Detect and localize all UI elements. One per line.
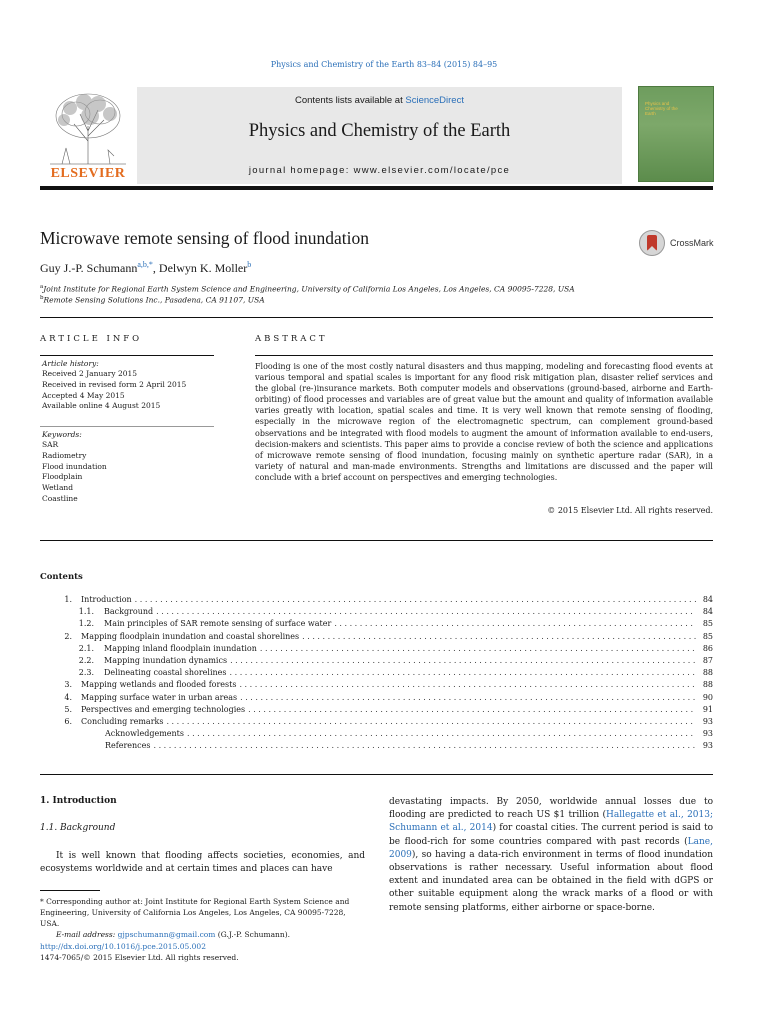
abstract-heading: ABSTRACT bbox=[255, 334, 328, 344]
toc-label[interactable]: Delineating coastal shorelines bbox=[104, 668, 227, 678]
toc-label[interactable]: Acknowledgements bbox=[105, 729, 184, 739]
history-item: Received 2 January 2015 bbox=[42, 369, 138, 378]
journal-citation[interactable]: Physics and Chemistry of the Earth 83–84 (2015) 84–95 bbox=[270, 60, 498, 69]
affiliation-a-text: Joint Institute for Regional Earth System Science and Engineering, University of California Los Angeles, Los Angeles, CA 90095-7228, USA bbox=[43, 284, 575, 294]
keyword: Wetland bbox=[42, 483, 74, 493]
divider bbox=[40, 774, 713, 775]
doi-link[interactable]: http://dx.doi.org/10.1016/j.pce.2015.05.002 bbox=[40, 942, 206, 951]
contents-prefix: Contents lists available at bbox=[295, 95, 406, 106]
toc-leader-dots bbox=[302, 631, 696, 643]
toc-number: 2.1. bbox=[78, 643, 94, 653]
divider bbox=[40, 317, 713, 318]
keywords-list bbox=[42, 440, 107, 505]
toc-row[interactable] bbox=[40, 655, 713, 667]
toc-number: 2.2. bbox=[78, 655, 94, 665]
toc-number: 1.2. bbox=[78, 619, 94, 629]
history-item: Available online 4 August 2015 bbox=[42, 401, 161, 411]
divider bbox=[255, 355, 713, 356]
toc-page-number[interactable]: 85 bbox=[702, 631, 713, 641]
footnote-text bbox=[40, 896, 365, 929]
sciencedirect-link[interactable]: ScienceDirect bbox=[405, 95, 464, 106]
footnote-marker: * bbox=[40, 897, 44, 906]
cover-title: Physics and Chemistry of the Earth bbox=[645, 101, 678, 116]
article-title: Microwave remote sensing of flood inundation bbox=[40, 228, 370, 248]
contents-heading: Contents bbox=[40, 572, 83, 582]
header-divider bbox=[40, 186, 713, 190]
toc-label[interactable]: Main principles of SAR remote sensing of surface water bbox=[104, 619, 332, 629]
keyword: Coastline bbox=[42, 493, 78, 503]
toc-leader-dots bbox=[239, 679, 696, 691]
toc-leader-dots bbox=[156, 606, 696, 618]
toc-label[interactable]: Mapping inland floodplain inundation bbox=[104, 643, 257, 653]
divider bbox=[40, 426, 214, 427]
toc-label[interactable]: References bbox=[105, 741, 151, 751]
toc-leader-dots bbox=[153, 740, 696, 752]
author-2-affil[interactable]: b bbox=[247, 260, 252, 269]
journal-homepage[interactable]: journal homepage: www.elsevier.com/locate/pce bbox=[248, 165, 511, 176]
history-label: Article history: bbox=[42, 359, 99, 368]
toc-row[interactable] bbox=[40, 692, 713, 704]
body-paragraph-continued bbox=[389, 796, 713, 915]
affiliation-b-mark: b bbox=[40, 295, 44, 301]
citation-link[interactable]: Hallegatte et al., 2013; Schumann et al., 2014 bbox=[389, 810, 714, 834]
toc-page-number[interactable]: 87 bbox=[702, 655, 713, 665]
crossmark-label[interactable]: CrossMark bbox=[670, 238, 714, 248]
email-link[interactable]: gjpschumann@gmail.com bbox=[117, 930, 216, 939]
subsection-heading-background: 1.1. Background bbox=[40, 823, 116, 833]
toc-number: 6. bbox=[64, 716, 72, 726]
toc-label[interactable]: Mapping inundation dynamics bbox=[104, 655, 228, 665]
publisher-name: ELSEVIER bbox=[50, 166, 126, 181]
toc-label[interactable]: Background bbox=[104, 607, 154, 617]
toc-row[interactable] bbox=[40, 716, 713, 728]
toc-page-number[interactable]: 93 bbox=[702, 729, 713, 739]
keyword: Radiometry bbox=[42, 450, 87, 460]
toc-number: 2.3. bbox=[78, 668, 94, 678]
toc-row[interactable] bbox=[40, 643, 713, 655]
toc-label[interactable]: Mapping surface water in urban areas bbox=[81, 692, 238, 702]
author-1[interactable]: Guy J.-P. Schumann bbox=[40, 261, 138, 275]
toc-leader-dots bbox=[230, 667, 696, 679]
table-of-contents bbox=[40, 594, 713, 752]
toc-number: 3. bbox=[64, 680, 72, 690]
affiliation-b-text: Remote Sensing Solutions Inc., Pasadena, CA 91107, USA bbox=[43, 295, 265, 305]
toc-row[interactable] bbox=[40, 667, 713, 679]
toc-leader-dots bbox=[230, 655, 696, 667]
abstract-copyright: © 2015 Elsevier Ltd. All rights reserved. bbox=[547, 506, 713, 515]
toc-leader-dots bbox=[260, 643, 696, 655]
toc-leader-dots bbox=[166, 716, 696, 728]
email-suffix: (G.J.-P. Schumann). bbox=[215, 930, 291, 939]
toc-row[interactable] bbox=[40, 728, 713, 740]
divider bbox=[40, 355, 214, 356]
body-paragraph: It is well known that flooding affects societies, economies, and ecosystems worldwide and at certain times and places can have bbox=[40, 851, 365, 875]
history-item: Accepted 4 May 2015 bbox=[42, 390, 125, 400]
toc-page-number[interactable]: 90 bbox=[702, 692, 713, 702]
text-run: ) for coastal cities. The current period is said to be flood-rich for some countries compared with past records ( bbox=[389, 823, 713, 847]
affiliation-b bbox=[40, 295, 265, 305]
crossmark-icon bbox=[638, 229, 666, 257]
toc-leader-dots bbox=[334, 618, 696, 630]
toc-row[interactable] bbox=[40, 631, 713, 643]
journal-cover-image bbox=[638, 86, 714, 182]
affiliation-a-mark: a bbox=[40, 284, 44, 290]
toc-number: 4. bbox=[64, 692, 72, 702]
footnote-body: Corresponding author at: Joint Institute for Regional Earth System Science and Engineering, University of California Los Angeles, Los Angeles, CA 90095-7228, USA. bbox=[40, 897, 350, 928]
toc-label[interactable]: Mapping floodplain inundation and coastal shorelines bbox=[81, 631, 300, 641]
toc-number: 2. bbox=[64, 631, 72, 641]
toc-leader-dots bbox=[248, 704, 696, 716]
toc-page-number[interactable]: 86 bbox=[702, 643, 713, 653]
toc-page-number[interactable]: 88 bbox=[702, 668, 713, 678]
text-run: ), so having a data-rich environment in terms of flood inundation observations is rather necessary. Useful information about flood extent and inundated area can be obtained in the field with dGPS or other suitable equipment along the wrack marks of a flood or with remote sensing platforms, either airborne or space-borne. bbox=[389, 849, 713, 913]
toc-page-number[interactable]: 91 bbox=[702, 704, 713, 714]
toc-page-number[interactable]: 93 bbox=[702, 716, 713, 726]
author-list bbox=[40, 260, 251, 276]
author-2[interactable]: , Delwyn K. Moller bbox=[152, 261, 248, 275]
toc-row[interactable] bbox=[40, 704, 713, 716]
abstract-text: Flooding is one of the most costly natural disasters and thus mapping, modeling and forecasting flood events at various temporal and spatial scales is important for any flood risk mitigation plan, disaster relief services and the global (re-)insurance markets. Both computer models and observations (ground-based, airborne and Earth-orbiting) of flood processes and variables are of great value but the amount and quality of information available varies greatly with location, spatial scales and time. It is very well known that remote sensing of flooding, especially in the microwave region of the electromagnetic spectrum, can complement ground-based observations and be integrated with flood models to augment the amount of information available to end-users, decision-makers and scientists. This paper aims to provide a concise review of both the science and applications of microwave remote sensing of flood inundation, focusing mainly on synthetic aperture radar (SAR), in a variety of natural and man-made environments. Strengths and limitations are discussed and the paper will conclude with a brief account on perspectives and emerging technologies. bbox=[255, 362, 713, 482]
keyword: Flood inundation bbox=[42, 461, 107, 471]
toc-leader-dots bbox=[240, 692, 696, 704]
contents-availability bbox=[137, 95, 622, 106]
text-run: devastating impacts. By 2050, worldwide annual losses due to flooding are predicted to reach US $1 trillion ( bbox=[389, 797, 713, 821]
toc-leader-dots bbox=[135, 594, 696, 606]
history-item: Received in revised form 2 April 2015 bbox=[42, 379, 187, 389]
toc-label[interactable]: Perspectives and emerging technologies bbox=[81, 704, 246, 714]
toc-row[interactable] bbox=[40, 740, 713, 752]
toc-row[interactable] bbox=[40, 618, 713, 630]
toc-page-number[interactable]: 93 bbox=[702, 741, 713, 751]
citation-link[interactable]: Lane, 2009 bbox=[389, 836, 713, 860]
toc-row[interactable] bbox=[40, 594, 713, 606]
footnote-email-line bbox=[40, 929, 365, 940]
issn-copyright: 1474-7065/© 2015 Elsevier Ltd. All rights reserved. bbox=[40, 953, 239, 962]
keywords-label: Keywords: bbox=[42, 430, 82, 439]
section-heading-introduction: 1. Introduction bbox=[40, 796, 117, 806]
footnote-divider bbox=[40, 890, 100, 891]
toc-label[interactable]: Concluding remarks bbox=[81, 716, 164, 726]
toc-page-number[interactable]: 85 bbox=[702, 619, 713, 629]
toc-leader-dots bbox=[187, 728, 696, 740]
keyword: Floodplain bbox=[42, 472, 83, 482]
toc-page-number[interactable]: 84 bbox=[702, 595, 713, 604]
divider bbox=[40, 540, 713, 541]
toc-label[interactable]: Introduction bbox=[81, 595, 132, 604]
affiliation-a bbox=[40, 284, 575, 294]
email-label: E-mail address: bbox=[56, 930, 116, 939]
toc-page-number[interactable]: 84 bbox=[702, 607, 713, 617]
author-1-affil[interactable]: a,b,* bbox=[137, 260, 153, 269]
toc-label[interactable]: Mapping wetlands and flooded forests bbox=[81, 680, 237, 690]
toc-row[interactable] bbox=[40, 606, 713, 618]
history-list bbox=[42, 369, 186, 412]
article-info-heading: ARTICLE INFO bbox=[40, 334, 143, 344]
keyword: SAR bbox=[42, 440, 59, 449]
corresponding-author-footnote bbox=[40, 896, 365, 940]
toc-number: 1. bbox=[64, 595, 72, 604]
journal-title: Physics and Chemistry of the Earth bbox=[248, 121, 511, 141]
toc-row[interactable] bbox=[40, 679, 713, 691]
toc-page-number[interactable]: 88 bbox=[702, 680, 713, 690]
toc-number: 5. bbox=[64, 704, 72, 714]
toc-number: 1.1. bbox=[78, 607, 94, 617]
